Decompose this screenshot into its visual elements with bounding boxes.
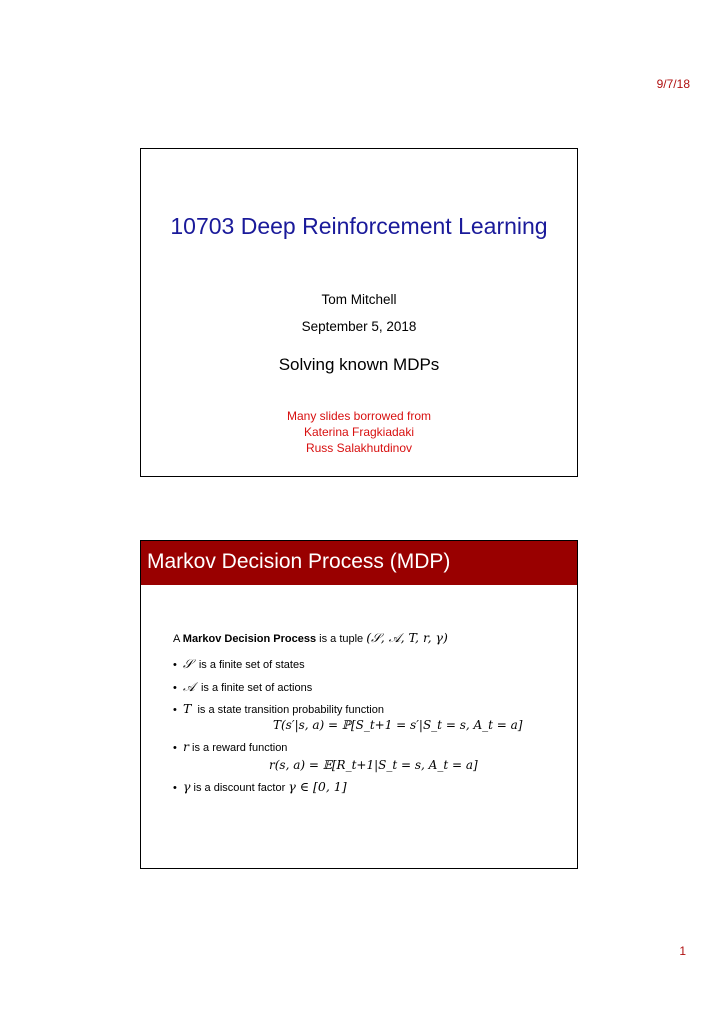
mdp-slide <box>140 540 578 869</box>
slide-title: 10703 Deep Reinforcement Learning <box>170 213 548 239</box>
mdp-definition: A Markov Decision Process is a tuple (𝒮, 𝒜, T, r, γ) <box>173 630 448 645</box>
title-slide <box>140 148 578 477</box>
mdp-tuple: (𝒮, 𝒜, T, r, γ) <box>366 630 448 645</box>
transition-formula: T(s′|s, a) = ℙ[S_t+1 = s′|S_t = s, A_t = a] <box>273 718 523 732</box>
lecture-date: September 5, 2018 <box>301 319 417 334</box>
author: Tom Mitchell <box>321 292 397 307</box>
slide-title: Markov Decision Process (MDP) <box>147 550 451 573</box>
bullet-discount: • γ is a discount factor γ ∈ [0, 1] <box>173 779 347 794</box>
reward-formula: r(s, a) = 𝔼[R_t+1|S_t = s, A_t = a] <box>269 758 478 772</box>
slide-header-bar <box>141 541 577 585</box>
page-number: 1 <box>679 944 686 958</box>
bullet-reward: • r is a reward function <box>173 739 288 754</box>
bullet-transition: • T is a state transition probability function <box>173 701 384 716</box>
lecture-topic: Solving known MDPs <box>278 355 440 374</box>
credits <box>141 408 577 456</box>
discount-range: γ ∈ [0, 1] <box>288 779 347 794</box>
header-date: 9/7/18 <box>656 77 690 91</box>
credits-line: Russ Salakhutdinov <box>305 441 413 455</box>
credits-line: Many slides borrowed from <box>286 409 432 423</box>
credits-line: Katerina Fragkiadaki <box>303 425 415 439</box>
mdp-term: Markov Decision Process <box>182 633 317 645</box>
bullet-states: • 𝒮 is a finite set of states <box>173 656 305 671</box>
bullet-actions: • 𝒜 is a finite set of actions <box>173 679 313 694</box>
